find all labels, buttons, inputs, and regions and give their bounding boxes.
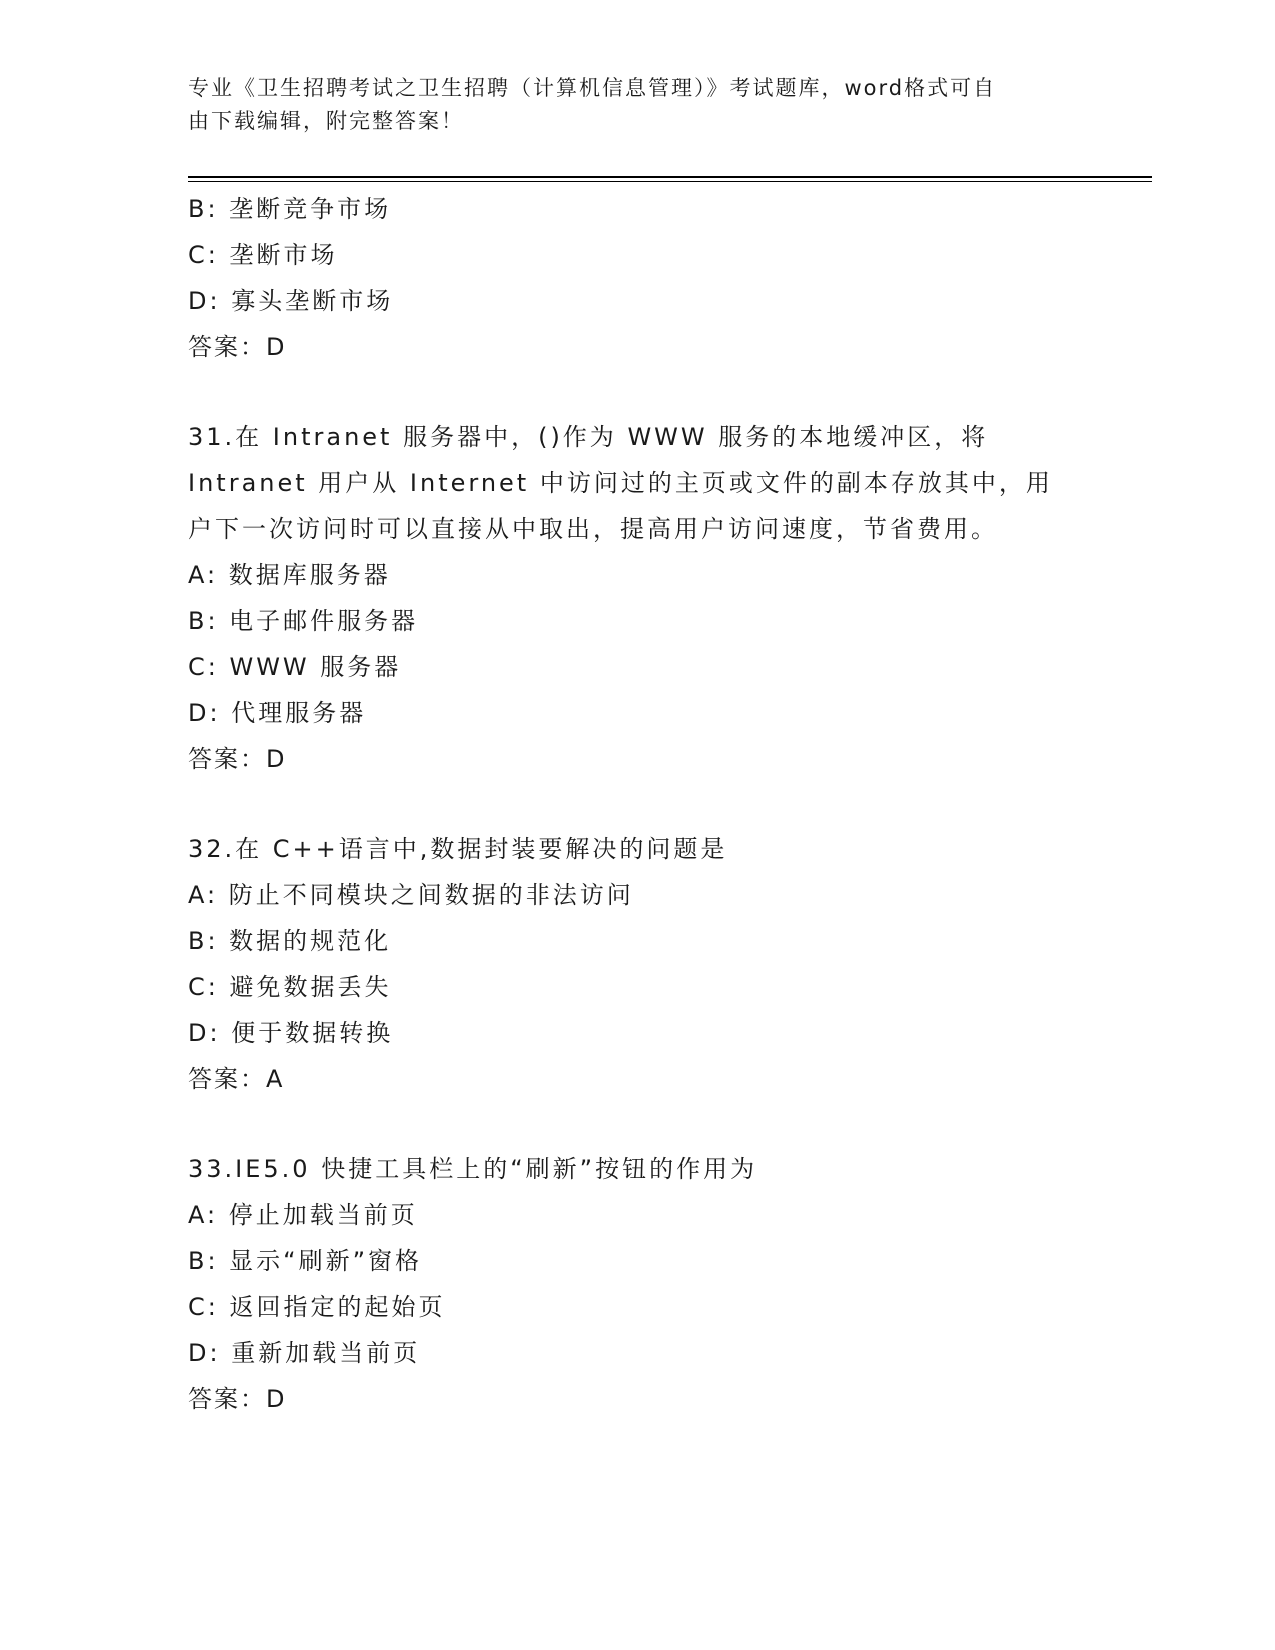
answer: 答案：D <box>188 333 287 361</box>
question-list <box>188 186 1108 1422</box>
answer: 答案：A <box>188 1065 285 1093</box>
option-a: A: 防止不同模块之间数据的非法访问 <box>188 881 634 909</box>
option-d: D: 寡头垄断市场 <box>188 287 394 315</box>
option-c: C: 返回指定的起始页 <box>188 1293 446 1321</box>
header-divider-thin <box>188 181 1152 182</box>
option-c: C: WWW 服务器 <box>188 653 402 681</box>
option-d: D: 代理服务器 <box>188 699 367 727</box>
question-33 <box>188 1146 1108 1422</box>
question-text: 33.IE5.0 快捷工具栏上的“刷新”按钮的作用为 <box>188 1155 758 1183</box>
question-32 <box>188 826 1108 1102</box>
answer: 答案：D <box>188 745 287 773</box>
question-31 <box>188 414 1108 782</box>
question-text-line: 31.在 Intranet 服务器中，()作为 WWW 服务的本地缓冲区，将 <box>188 423 989 451</box>
option-b: B: 电子邮件服务器 <box>188 607 419 635</box>
question-text: 32.在 C++语言中,数据封装要解决的问题是 <box>188 835 728 863</box>
document-header <box>188 72 1088 138</box>
question-30 <box>188 186 1108 370</box>
option-b: B: 数据的规范化 <box>188 927 392 955</box>
question-text-line: 户下一次访问时可以直接从中取出，提高用户访问速度，节省费用。 <box>188 515 998 543</box>
option-a: A: 数据库服务器 <box>188 561 391 589</box>
option-c: C: 垄断市场 <box>188 241 338 269</box>
header-line-2: 由下载编辑，附完整答案！ <box>188 109 464 133</box>
answer: 答案：D <box>188 1385 287 1413</box>
option-a: A: 停止加载当前页 <box>188 1201 418 1229</box>
question-text <box>188 414 1108 552</box>
option-c: C: 避免数据丢失 <box>188 973 392 1001</box>
option-d: D: 便于数据转换 <box>188 1019 394 1047</box>
option-b: B: 垄断竞争市场 <box>188 195 392 223</box>
option-d: D: 重新加载当前页 <box>188 1339 421 1367</box>
header-line-1: 专业《卫生招聘考试之卫生招聘（计算机信息管理）》考试题库，word格式可自 <box>188 76 997 100</box>
question-text-line: Intranet 用户从 Internet 中访问过的主页或文件的副本存放其中，用 <box>188 469 1053 497</box>
header-divider-thick <box>188 176 1152 178</box>
option-b: B: 显示“刷新”窗格 <box>188 1247 423 1275</box>
